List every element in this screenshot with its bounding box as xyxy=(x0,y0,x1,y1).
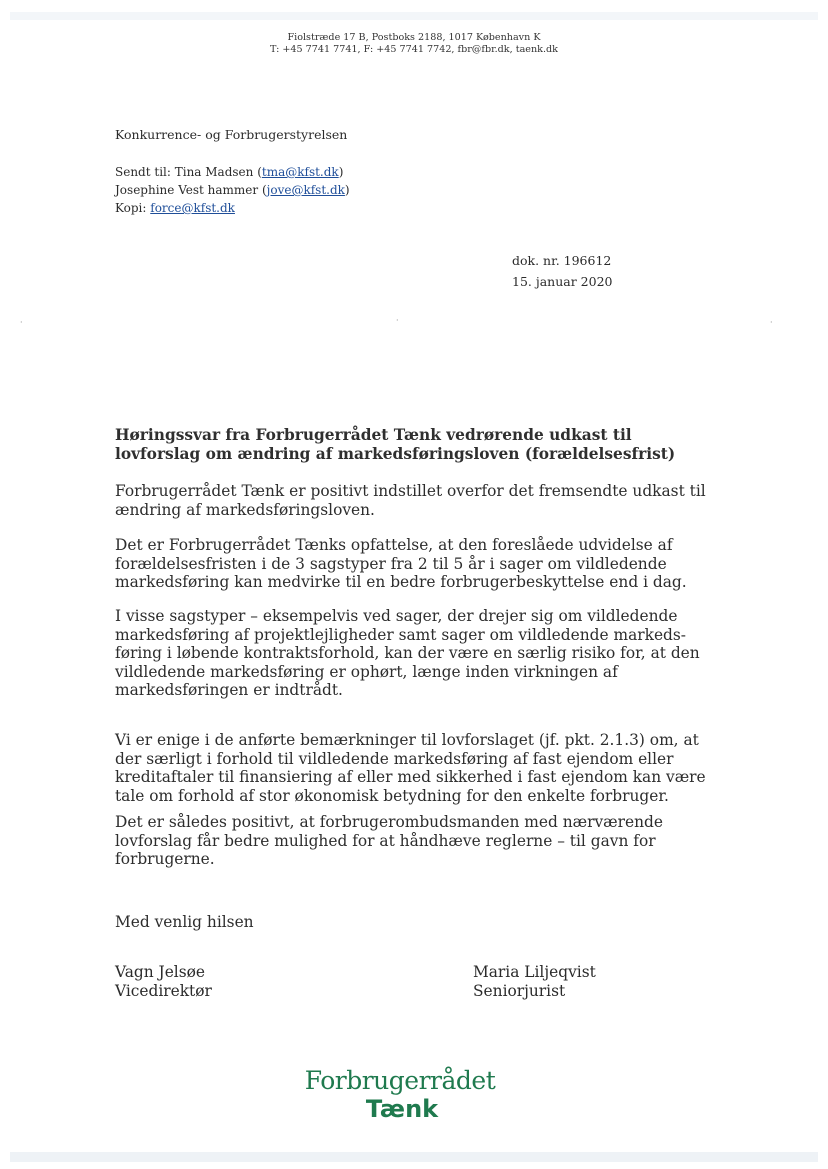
paragraph-line: forældelsesfristen i de 3 sagstyper fra 2 til 5 år i sager om vildledende xyxy=(115,554,667,573)
paragraph-line: I visse sagstyper – eksempelvis ved sager, der drejer sig om vildledende xyxy=(115,607,678,625)
signatory-left xyxy=(115,963,212,1000)
body-paragraph-1 xyxy=(115,482,706,519)
document-number: dok. nr. 196612 xyxy=(512,253,612,268)
sent-to-line-1 xyxy=(115,163,350,181)
paragraph-line: ændring af markedsføringsloven. xyxy=(115,500,375,519)
recipient-organization: Konkurrence- og Forbrugerstyrelsen xyxy=(115,127,348,142)
subject-line-2: lovforslag om ændring af markedsføringsloven (forældelsesfrist) xyxy=(115,445,676,463)
sent-to-name-2: Josephine Vest hammer ( xyxy=(115,183,267,197)
body-paragraph-2 xyxy=(115,536,687,592)
signatory-right xyxy=(473,963,596,1000)
paragraph-line: Det er således positivt, at forbrugerombudsmanden med nærværende xyxy=(115,813,663,831)
copy-line xyxy=(115,199,350,217)
letterhead-address: Fiolstræde 17 B, Postboks 2188, 1017 København K xyxy=(287,32,541,43)
paragraph-line: Det er Forbrugerrådet Tænks opfattelse, at den foreslåede udvidelse af xyxy=(115,536,673,554)
signatory-title: Vicedirektør xyxy=(115,981,212,1000)
document-date: 15. januar 2020 xyxy=(512,274,613,289)
paragraph-line: der særligt i forhold til vildledende markedsføring af fast ejendom eller xyxy=(115,749,674,768)
signatory-title: Seniorjurist xyxy=(473,981,566,1000)
paragraph-line: forbrugerne. xyxy=(115,850,215,868)
paragraph-line: Vi er enige i de anførte bemærkninger til lovforslaget (jf. pkt. 2.1.3) om, at xyxy=(115,731,699,749)
paragraph-line: markedsføringen er indtrådt. xyxy=(115,681,343,699)
paragraph-line: markedsføring af projektlejligheder samt sager om vildledende markeds- xyxy=(115,625,687,644)
body-paragraph-4 xyxy=(115,731,706,805)
forbrugerraadet-taenk-logo xyxy=(300,1066,500,1122)
paren-close: ) xyxy=(338,165,344,179)
scan-speck: · xyxy=(396,316,399,325)
paragraph-line: Forbrugerrådet Tænk er positivt indstillet overfor det fremsendte udkast til xyxy=(115,482,706,500)
paragraph-line: kreditaftaler til finansiering af eller med sikkerhed i fast ejendom kan være xyxy=(115,768,706,786)
signatory-name: Vagn Jelsøe xyxy=(115,963,206,981)
email-link-tma[interactable]: tma@kfst.dk xyxy=(261,165,339,179)
paragraph-line: markedsføring kan medvirke til en bedre forbrugerbeskyttelse end i dag. xyxy=(115,573,687,591)
sent-to-label: Sendt til: Tina Madsen ( xyxy=(115,165,262,179)
paragraph-line: vildledende markedsføring er ophørt, længe inden virkningen af xyxy=(115,662,618,681)
scan-edge-top xyxy=(10,12,818,20)
letter-subject xyxy=(115,426,675,464)
signatory-name: Maria Liljeqvist xyxy=(473,963,596,981)
paragraph-line: lovforslag får bedre mulighed for at håndhæve reglerne – til gavn for xyxy=(115,831,656,850)
logo-line-2: Tænk xyxy=(365,1095,439,1123)
logo-line-1: Forbrugerrådet xyxy=(304,1066,496,1095)
paren-close: ) xyxy=(344,183,350,197)
body-paragraph-5 xyxy=(115,813,675,869)
letterhead xyxy=(0,32,828,56)
email-link-jove[interactable]: jove@kfst.dk xyxy=(266,183,345,197)
copy-label: Kopi: xyxy=(115,201,151,215)
letterhead-contact: T: +45 7741 7741, F: +45 7741 7742, fbr@fbr.dk, taenk.dk xyxy=(270,44,558,55)
scan-speck: · xyxy=(770,318,773,327)
scan-edge-bottom xyxy=(10,1152,818,1162)
paragraph-line: tale om forhold af stor økonomisk betydning for den enkelte forbruger. xyxy=(115,786,669,805)
document-info xyxy=(512,250,613,292)
paragraph-line: føring i løbende kontraktsforhold, kan der være en særlig risiko for, at den xyxy=(115,644,700,662)
distribution-list xyxy=(115,163,350,217)
sent-to-line-2 xyxy=(115,181,350,199)
scan-speck: · xyxy=(20,318,23,327)
body-paragraph-3 xyxy=(115,607,700,700)
closing-salutation: Med venlig hilsen xyxy=(115,913,254,931)
email-link-force[interactable]: force@kfst.dk xyxy=(150,201,235,215)
subject-line-1: Høringssvar fra Forbrugerrådet Tænk vedrørende udkast til xyxy=(115,426,632,444)
